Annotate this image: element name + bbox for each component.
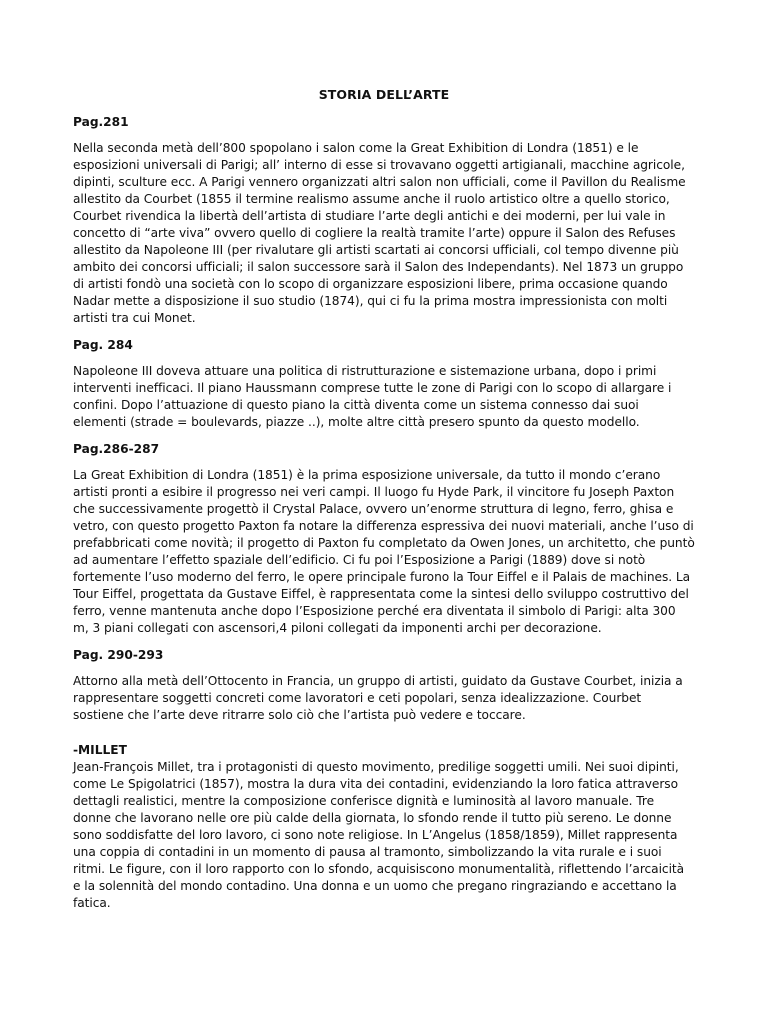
section-heading: Pag. 290-293 (73, 648, 164, 662)
section-heading: Pag.286-287 (73, 442, 160, 456)
spacer (73, 734, 695, 742)
millet-paragraph: Jean-François Millet, tra i protagonisti di questo movimento, predilige soggetti umili. Nei suoi dipinti, come Le Spigolatrici (1857), mostra la dura vita dei contadini, evidenziando la loro fatica attraverso dettagli realistici, mentre la composizione conferisce dignità e luminosità al lavoro manuale. Tre donne che lavorano nelle ore più calde della giornata, lo sfondo rende il tutto più sereno. Le donne sono soddisfatte del loro lavoro, ci sono note religiose. In L’Angelus (1858/1859), Millet rappresenta una coppia di contadini in un momento di pausa al tramonto, simbolizzando la vita rurale e i suoi ritmi. Le figure, con il loro rapporto con lo sfondo, acquisiscono monumentalità, riflettendo l’arcaicità e la solennità del mondo contadino. Una donna e un uomo che pregano ringraziando e accettano la fatica. (73, 760, 685, 910)
section-heading: Pag.281 (73, 115, 129, 129)
section-heading: Pag. 284 (73, 338, 133, 352)
section-paragraph: Attorno alla metà dell’Ottocento in Francia, un gruppo di artisti, guidato da Gustave Courbet, inizia a rappresentare soggetti concreti come lavoratori e ceti popolari, senza idealizzazione. Courbet sostiene che l’arte deve ritrarre solo ciò che l’artista può vedere e toccare. (73, 674, 683, 722)
section-paragraph: Nella seconda metà dell’800 spopolano i salon come la Great Exhibition di Londra (1851) e le esposizioni universali di Parigi; all’ interno di esse si trovavano oggetti artigianali, macchine agricole, dipinti, sculture ecc. A Parigi vennero organizzati altri salon non ufficiali, come il Pavillon du Realisme allestito da Courbet (1855 il termine realismo assume anche il ruolo artistico oltre a quello storico, Courbet rivendica la libertà dell’artista di studiare l’arte degli antichi e dei moderni, per lui vale in concetto di “arte viva” ovvero quello di cogliere la realtà tramite l’arte) oppure il Salon des Refuses allestito da Napoleone III (per rivalutare gli artisti scartati ai concorsi ufficiali, col tempo divenne più ambito dei concorsi ufficiali; il salon successore sarà il Salon des Independants). Nel 1873 un gruppo di artisti fondò una società con lo scopo di organizzare esposizioni libere, prima occasione quando Nadar mette a disposizione il suo studio (1874), qui ci fu la prima mostra impressionista con molti artisti tra cui Monet. (73, 141, 686, 325)
section-millet (73, 742, 695, 912)
section-paragraph: La Great Exhibition di Londra (1851) è la prima esposizione universale, da tutto il mondo c’erano artisti pronti a esibire il progresso nei veri campi. Il luogo fu Hyde Park, il vincitore fu Joseph Paxton che successivamente progettò il Crystal Palace, ovvero un’enorme struttura di legno, ferro, ghisa e vetro, con questo progetto Paxton fa notare la differenza espressiva dei nuovi materiali, anche l’uso di prefabbricati come novità; il progetto di Paxton fu completato da Owen Jones, un architetto, che puntò ad aumentare l’effetto spaziale dell’edificio. Ci fu poi l’Esposizione a Parigi (1889) dove si notò fortemente l’uso moderno del ferro, le opere principale furono la Tour Eiffel e il Palais de machines. La Tour Eiffel, progettata da Gustave Eiffel, è rappresentata come la sintesi dello sviluppo costruttivo del ferro, venne mantenuta anche dopo l’Esposizione perché era diventata il simbolo di Parigi: alta 300 m, 3 piani collegati con ascensori,4 piloni collegati da imponenti archi per decorazione. (73, 468, 695, 635)
document-title: STORIA DELL’ARTE (318, 87, 450, 102)
document-body (73, 86, 695, 922)
section-paragraph: Napoleone III doveva attuare una politica di ristrutturazione e sistemazione urbana, dopo i primi interventi inefficaci. Il piano Haussmann comprese tutte le zone di Parigi con lo scopo di allargare i confini. Dopo l’attuazione di questo piano la città diventa come un sistema connesso dai suoi elementi (strade = boulevards, piazze ..), molte altre città presero spunto da questo modello. (73, 364, 672, 429)
section-pag-290-293 (73, 647, 695, 724)
section-pag-284 (73, 337, 695, 431)
section-pag-281 (73, 114, 695, 327)
section-pag-286-287 (73, 441, 695, 637)
millet-heading: -MILLET (73, 743, 127, 757)
